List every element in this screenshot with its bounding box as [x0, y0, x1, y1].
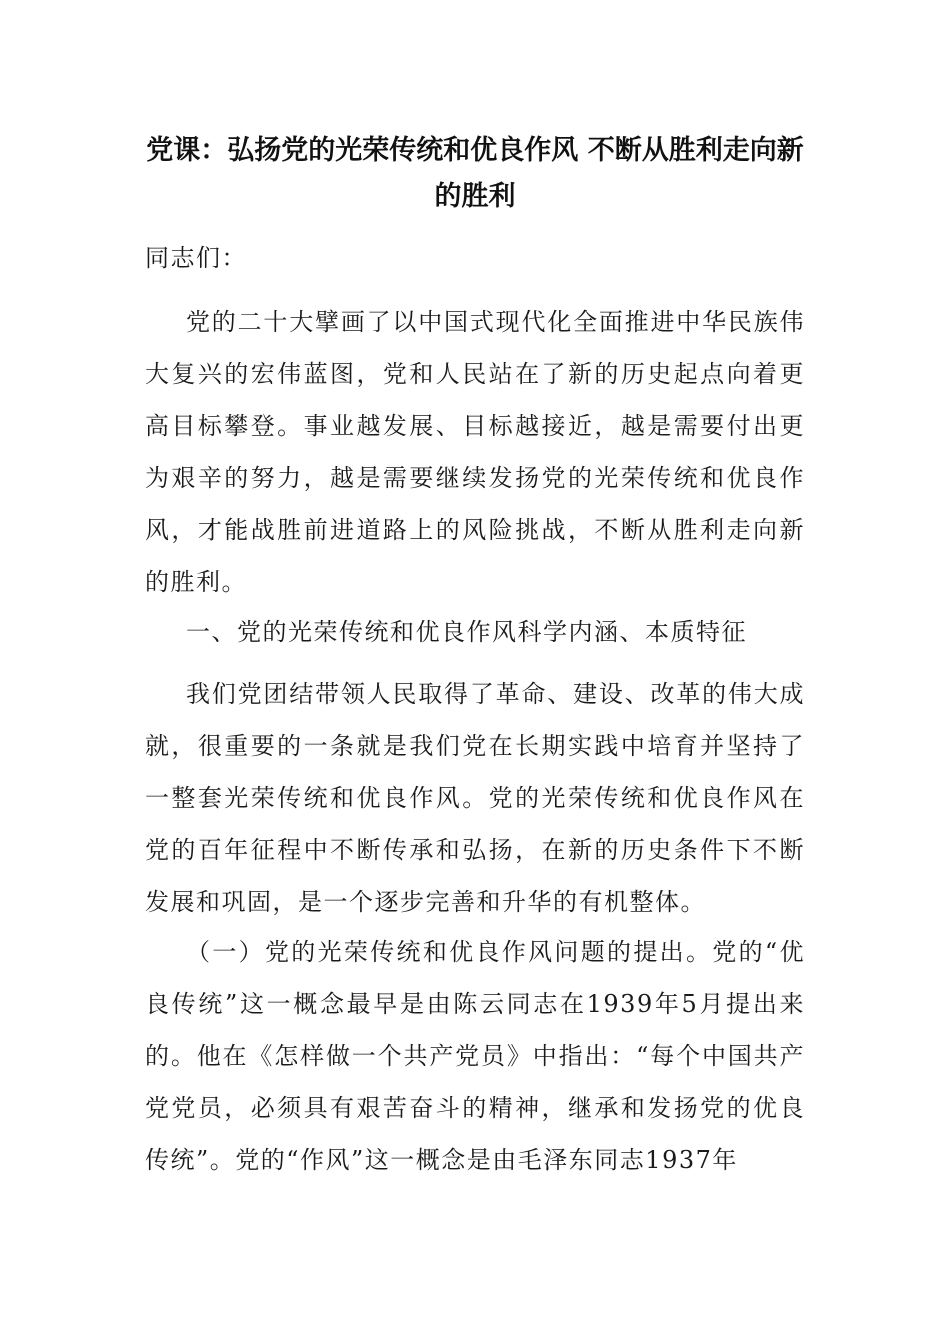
paragraph-subsection-1: （一）党的光荣传统和优良作风问题的提出。党的“优良传统”这一概念最早是由陈云同志在1939年5月提出来的。他在《怎样做一个共产党员》中指出：“每个中国共产党党员，必须具有艰苦奋斗的精神，继承和发扬党的优良传统”。党的“作风”这一概念是由毛泽东同志1937年	[145, 938, 805, 1174]
section-heading-1: 一、党的光荣传统和优良作风科学内涵、本质特征	[186, 618, 747, 646]
paragraph-intro: 党的二十大擘画了以中国式现代化全面推进中华民族伟大复兴的宏伟蓝图，党和人民站在了新的历史起点向着更高目标攀登。事业越发展、目标越接近，越是需要付出更为艰辛的努力，越是需要继续发扬党的光荣传统和优良作风，才能战胜前进道路上的风险挑战，不断从胜利走向新的胜利。	[145, 308, 805, 596]
document-title: 党课：弘扬党的光荣传统和优良作风 不断从胜利走向新的胜利	[146, 135, 804, 212]
paragraph-section-1: 我们党团结带领人民取得了革命、建设、改革的伟大成就，很重要的一条就是我们党在长期实践中培育并坚持了一整套光荣传统和优良作风。党的光荣传统和优良作风在党的百年征程中不断传承和弘扬，在新的历史条件下不断发展和巩固，是一个逐步完善和升华的有机整体。	[145, 680, 805, 916]
salutation: 同志们：	[145, 244, 247, 272]
